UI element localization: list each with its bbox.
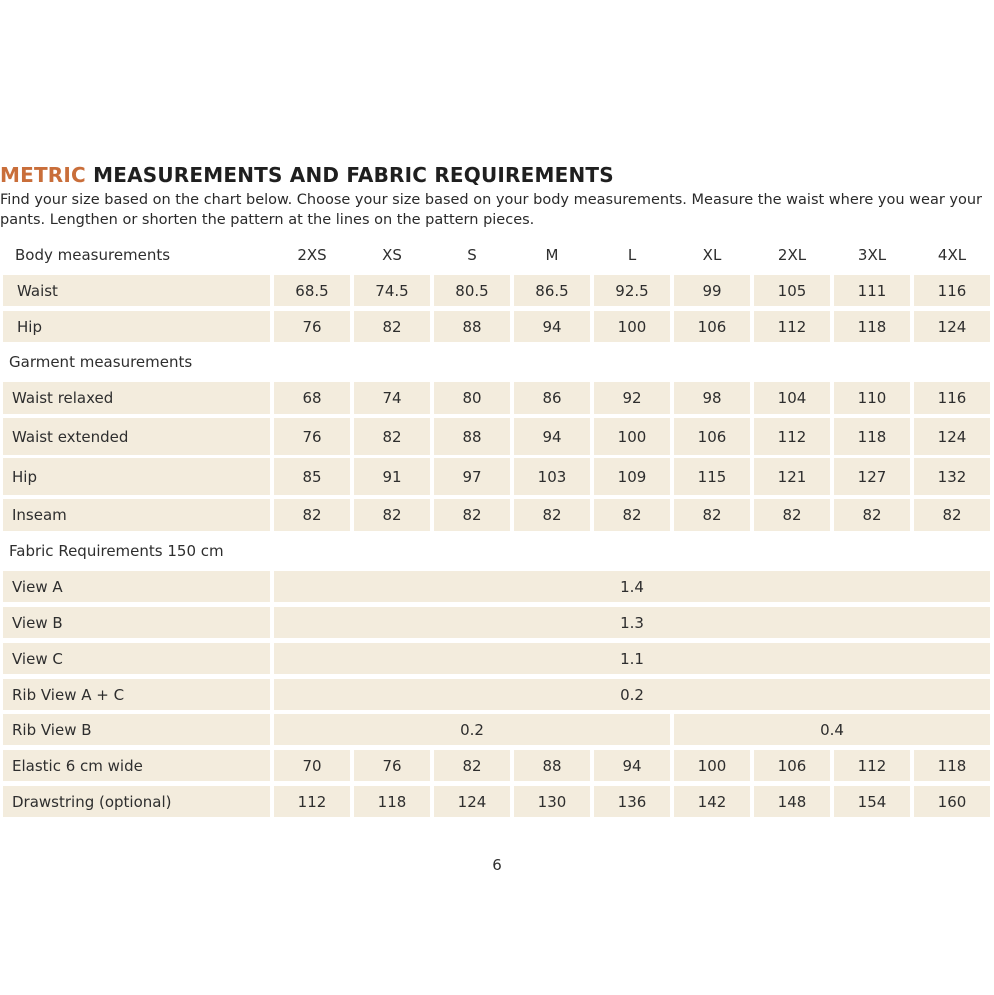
fabric-row-label: Elastic 6 cm wide xyxy=(3,750,270,781)
fabric-row-label: Rib View B xyxy=(3,714,270,745)
fabric-row-value: 100 xyxy=(674,750,750,781)
garment-row-value: 80 xyxy=(434,382,510,414)
garment-row-value: 82 xyxy=(514,499,590,531)
garment-row-value: 106 xyxy=(674,418,750,455)
garment-row-value: 82 xyxy=(354,418,430,455)
garment-row-value: 103 xyxy=(514,458,590,495)
garment-row-value: 104 xyxy=(754,382,830,414)
body-row-value: 124 xyxy=(914,311,990,342)
garment-row-value: 82 xyxy=(354,499,430,531)
body-row-value: 80.5 xyxy=(434,275,510,306)
garment-row-value: 124 xyxy=(914,418,990,455)
fabric-row-value: 1.1 xyxy=(274,643,990,674)
fabric-row-value: 148 xyxy=(754,786,830,817)
body-row-value: 82 xyxy=(354,311,430,342)
size-header-3xl: 3XL xyxy=(857,246,887,264)
body-row-value: 100 xyxy=(594,311,670,342)
garment-row-value: 118 xyxy=(834,418,910,455)
fabric-row-value: 82 xyxy=(434,750,510,781)
fabric-row-value: 70 xyxy=(274,750,350,781)
body-row-value: 74.5 xyxy=(354,275,430,306)
fabric-row-value: 130 xyxy=(514,786,590,817)
size-header-xs: XS xyxy=(382,246,402,264)
garment-row-value: 82 xyxy=(754,499,830,531)
fabric-row-value: 0.2 xyxy=(274,679,990,710)
garment-row-value: 86 xyxy=(514,382,590,414)
fabric-row-label: View B xyxy=(3,607,270,638)
garment-row-value: 82 xyxy=(434,499,510,531)
fabric-row-value: 94 xyxy=(594,750,670,781)
body-row-value: 92.5 xyxy=(594,275,670,306)
fabric-row-value: 124 xyxy=(434,786,510,817)
size-header-l: L xyxy=(627,246,637,264)
body-row-value: 99 xyxy=(674,275,750,306)
intro-text xyxy=(0,190,994,230)
body-row-value: 111 xyxy=(834,275,910,306)
garment-row-value: 68 xyxy=(274,382,350,414)
fabric-row-value: 112 xyxy=(274,786,350,817)
body-row-value: 118 xyxy=(834,311,910,342)
page-title xyxy=(0,163,994,187)
size-header-xl: XL xyxy=(702,246,722,264)
size-header-2xs: 2XS xyxy=(297,246,327,264)
garment-row-value: 91 xyxy=(354,458,430,495)
garment-row-value: 82 xyxy=(834,499,910,531)
fabric-row-value: 160 xyxy=(914,786,990,817)
garment-row-value: 82 xyxy=(594,499,670,531)
garment-row-value: 100 xyxy=(594,418,670,455)
fabric-row-value: 106 xyxy=(754,750,830,781)
body-row-value: 106 xyxy=(674,311,750,342)
garment-row-value: 121 xyxy=(754,458,830,495)
intro-line-1: Find your size based on the chart below. Choose your size based on your body measurements. Measure the waist where you wear your xyxy=(0,192,983,208)
fabric-row-label: Drawstring (optional) xyxy=(3,786,270,817)
body-row-value: 94 xyxy=(514,311,590,342)
garment-row-value: 85 xyxy=(274,458,350,495)
fabric-row-label: View A xyxy=(3,571,270,602)
garment-row-label: Waist extended xyxy=(3,418,270,455)
intro-line-2: pants. Lengthen or shorten the pattern at the lines on the pattern pieces. xyxy=(0,212,535,228)
garment-row-value: 74 xyxy=(354,382,430,414)
fabric-row-value: 76 xyxy=(354,750,430,781)
garment-row-value: 82 xyxy=(274,499,350,531)
garment-row-value: 112 xyxy=(754,418,830,455)
body-row-label: Hip xyxy=(3,311,270,342)
body-row-label: Waist xyxy=(3,275,270,306)
title-accent: METRIC xyxy=(0,163,86,187)
rib-view-b-small-sizes: 0.2 xyxy=(274,714,670,745)
body-row-value: 112 xyxy=(754,311,830,342)
body-measurements-heading: Body measurements xyxy=(15,246,171,264)
fabric-row-label: Rib View A + C xyxy=(3,679,270,710)
garment-row-value: 92 xyxy=(594,382,670,414)
garment-measurements-heading: Garment measurements xyxy=(9,353,193,371)
page-number: 6 xyxy=(492,856,502,874)
garment-row-value: 94 xyxy=(514,418,590,455)
garment-row-value: 115 xyxy=(674,458,750,495)
garment-row-value: 82 xyxy=(914,499,990,531)
garment-row-value: 110 xyxy=(834,382,910,414)
fabric-row-value: 136 xyxy=(594,786,670,817)
body-row-value: 76 xyxy=(274,311,350,342)
fabric-row-label: View C xyxy=(3,643,270,674)
garment-row-label: Hip xyxy=(3,458,270,495)
fabric-row-value: 118 xyxy=(914,750,990,781)
garment-row-label: Waist relaxed xyxy=(3,382,270,414)
garment-row-value: 97 xyxy=(434,458,510,495)
garment-row-value: 82 xyxy=(674,499,750,531)
size-header-2xl: 2XL xyxy=(777,246,807,264)
garment-row-value: 98 xyxy=(674,382,750,414)
size-header-s: S xyxy=(467,246,477,264)
body-row-value: 105 xyxy=(754,275,830,306)
fabric-requirements-heading: Fabric Requirements 150 cm xyxy=(9,542,224,560)
body-row-value: 116 xyxy=(914,275,990,306)
garment-row-value: 132 xyxy=(914,458,990,495)
garment-row-label: Inseam xyxy=(3,499,270,531)
fabric-row-value: 142 xyxy=(674,786,750,817)
rib-view-b-large-sizes: 0.4 xyxy=(674,714,990,745)
body-row-value: 88 xyxy=(434,311,510,342)
garment-row-value: 88 xyxy=(434,418,510,455)
fabric-row-value: 118 xyxy=(354,786,430,817)
garment-row-value: 116 xyxy=(914,382,990,414)
fabric-row-value: 88 xyxy=(514,750,590,781)
garment-row-value: 109 xyxy=(594,458,670,495)
garment-row-value: 127 xyxy=(834,458,910,495)
body-row-value: 68.5 xyxy=(274,275,350,306)
size-header-4xl: 4XL xyxy=(937,246,967,264)
fabric-row-value: 1.3 xyxy=(274,607,990,638)
title-rest: MEASUREMENTS AND FABRIC REQUIREMENTS xyxy=(85,163,614,187)
fabric-row-value: 112 xyxy=(834,750,910,781)
size-header-m: M xyxy=(545,246,559,264)
body-row-value: 86.5 xyxy=(514,275,590,306)
fabric-row-value: 1.4 xyxy=(274,571,990,602)
garment-row-value: 76 xyxy=(274,418,350,455)
fabric-row-value: 154 xyxy=(834,786,910,817)
